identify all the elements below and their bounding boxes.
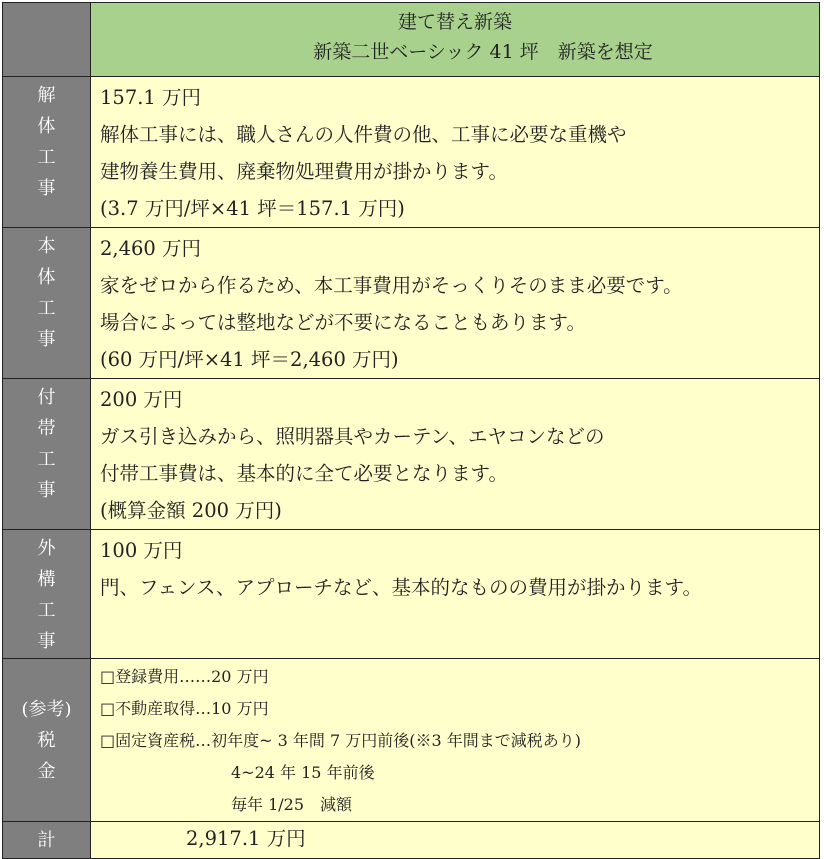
description-line: ガス引き込みから、照明器具やカーテン、エヤコンなどの xyxy=(100,425,605,448)
row-exterior xyxy=(3,530,820,659)
header-subtitle: 新築二世ベーシック 41 坪 新築を想定 xyxy=(313,41,653,63)
label-char: 解 xyxy=(37,85,56,106)
label-incidental xyxy=(3,379,91,530)
total-value: 2,917.1 万円 xyxy=(186,827,306,850)
formula: (60 万円/坪×41 坪＝2,460 万円) xyxy=(100,348,399,371)
label-char: 帯 xyxy=(37,418,56,439)
label-main-construction xyxy=(3,228,91,379)
row-total xyxy=(3,822,820,859)
cell-total xyxy=(91,822,820,859)
label-char: 税 xyxy=(37,729,56,751)
header-title: 建て替え新築 xyxy=(397,11,512,33)
label-char: 金 xyxy=(37,760,56,782)
header-corner xyxy=(3,3,91,77)
label-char: 工 xyxy=(37,600,56,621)
label-char: 外 xyxy=(37,538,56,559)
label-char: 事 xyxy=(37,329,56,350)
label-char: 付 xyxy=(37,387,56,408)
formula: (3.7 万円/坪×41 坪＝157.1 万円) xyxy=(100,197,405,220)
tax-item-acquisition: □不動産取得…10 万円 xyxy=(100,699,269,718)
amount: 2,460 万円 xyxy=(100,237,202,260)
label-exterior xyxy=(3,530,91,659)
label-char: 事 xyxy=(37,480,56,501)
cell-tax xyxy=(91,659,820,822)
cell-demolition xyxy=(91,77,820,228)
cell-incidental xyxy=(91,379,820,530)
formula: (概算金額 200 万円) xyxy=(100,499,282,522)
cell-main-construction xyxy=(91,228,820,379)
description-line: 建物養生費用、廃棄物処理費用が掛かります。 xyxy=(100,160,508,183)
label-char: 体 xyxy=(37,116,56,137)
header-cell xyxy=(91,3,820,77)
label-char: 事 xyxy=(37,631,56,652)
tax-item-property: □固定資産税…初年度~ 3 年間 7 万円前後(※3 年間まで減税あり) xyxy=(100,731,581,750)
label-demolition xyxy=(3,77,91,228)
row-incidental xyxy=(3,379,820,530)
amount: 200 万円 xyxy=(100,388,183,411)
label-char: 事 xyxy=(37,178,56,199)
description-line: 付帯工事費は、基本的に全て必要となります。 xyxy=(100,462,508,485)
tax-sub-line: 4~24 年 15 年前後 xyxy=(231,763,375,782)
label-char: 本 xyxy=(37,236,56,257)
tax-sub-line: 毎年 1/25 減額 xyxy=(231,795,353,814)
label-char: 工 xyxy=(37,298,56,319)
label-total: 計 xyxy=(3,822,91,859)
label-char: 工 xyxy=(37,147,56,168)
cost-table xyxy=(2,2,820,859)
description-line: 門、フェンス、アプローチなど、基本的なものの費用が掛かります。 xyxy=(100,576,702,599)
amount: 100 万円 xyxy=(100,539,183,562)
label-char: 工 xyxy=(37,449,56,470)
cost-table-container xyxy=(2,2,820,851)
description-line: 場合によっては整地などが不要になることもあります。 xyxy=(100,311,586,334)
cell-exterior xyxy=(91,530,820,659)
row-demolition xyxy=(3,77,820,228)
label-char: 体 xyxy=(37,267,56,288)
tax-item-registration: □登録費用……20 万円 xyxy=(100,667,269,686)
row-main-construction xyxy=(3,228,820,379)
description-line: 解体工事には、職人さんの人件費の他、工事に必要な重機や xyxy=(100,123,627,146)
label-char: (参考) xyxy=(21,698,72,720)
label-char: 構 xyxy=(37,569,56,590)
header-row xyxy=(3,3,820,77)
description-line: 家をゼロから作るため、本工事費用がそっくりそのまま必要です。 xyxy=(100,274,683,297)
amount: 157.1 万円 xyxy=(100,86,202,109)
label-tax xyxy=(3,659,91,822)
row-tax xyxy=(3,659,820,822)
